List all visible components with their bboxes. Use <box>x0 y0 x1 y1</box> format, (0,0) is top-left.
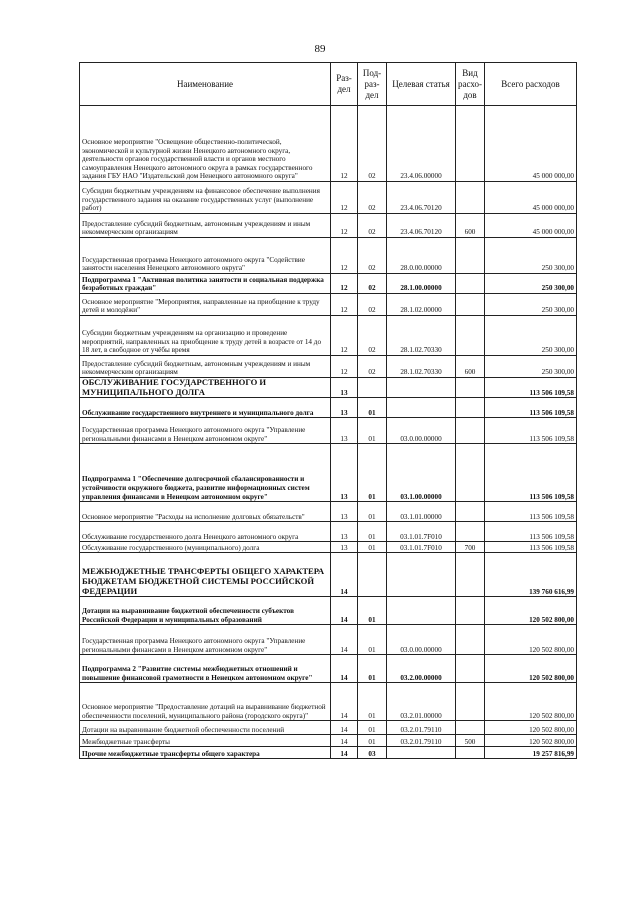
table-row <box>80 294 577 316</box>
cell-vid-rashodov <box>456 625 485 655</box>
cell-podrazdel: 01 <box>358 683 387 721</box>
page-number: 89 <box>314 43 326 55</box>
table-row <box>80 274 577 294</box>
cell-razdel: 12 <box>331 182 358 214</box>
cell-celevaya-statya <box>387 597 456 625</box>
cell-total: 250 300,00 <box>485 238 577 274</box>
cell-name: Дотации на выравнивание бюджетной обеспеченности поселений <box>80 721 331 735</box>
cell-total: 120 502 800,00 <box>485 597 577 625</box>
cell-name: Субсидии бюджетным учреждениям на организацию и проведение мероприятий, направленных на приобщение к труду детей в возрасте от 14 до 18 лет, в свободное от учёбы время <box>80 316 331 356</box>
table-row <box>80 418 577 444</box>
cell-vid-rashodov <box>456 294 485 316</box>
table-row <box>80 444 577 502</box>
cell-celevaya-statya: 28.1.02.00000 <box>387 294 456 316</box>
cell-name: Основное мероприятие "Освещение общественно-политической, экономической и культурной жизни Ненецкого автономного округа, деятельности органов государственной власти и органов местного самоуправления Ненецкого автономного округа в рамках государственного задания ГБУ НАО "Издательский дом Ненецкого автономного округа" <box>80 106 331 182</box>
cell-razdel: 14 <box>331 735 358 747</box>
header-name: Наименование <box>80 63 331 106</box>
cell-vid-rashodov: 600 <box>456 214 485 238</box>
cell-celevaya-statya: 03.2.01.79110 <box>387 721 456 735</box>
cell-celevaya-statya <box>387 553 456 597</box>
cell-podrazdel: 02 <box>358 214 387 238</box>
cell-vid-rashodov <box>456 274 485 294</box>
cell-podrazdel <box>358 378 387 398</box>
cell-podrazdel: 01 <box>358 735 387 747</box>
table-row <box>80 106 577 182</box>
cell-celevaya-statya: 03.2.01.00000 <box>387 683 456 721</box>
table-row <box>80 625 577 655</box>
cell-razdel: 14 <box>331 655 358 683</box>
cell-name: Обслуживание государственного внутреннего и муниципального долга <box>80 398 331 418</box>
cell-vid-rashodov <box>456 721 485 735</box>
table-body <box>80 106 577 759</box>
cell-razdel: 14 <box>331 721 358 735</box>
cell-vid-rashodov <box>456 182 485 214</box>
table-row <box>80 398 577 418</box>
cell-vid-rashodov <box>456 418 485 444</box>
cell-name: Государственная программа Ненецкого автономного округа "Содействие занятости населения Ненецкого автономного округа" <box>80 238 331 274</box>
cell-vid-rashodov <box>456 444 485 502</box>
cell-podrazdel: 01 <box>358 655 387 683</box>
cell-vid-rashodov <box>456 655 485 683</box>
table-row <box>80 356 577 378</box>
cell-celevaya-statya: 28.1.02.70330 <box>387 356 456 378</box>
cell-name: Государственная программа Ненецкого автономного округа "Управление региональными финансами в Ненецком автономном округе" <box>80 625 331 655</box>
cell-celevaya-statya: 03.1.00.00000 <box>387 444 456 502</box>
header-razdel: Раз-дел <box>331 63 358 106</box>
cell-razdel: 13 <box>331 502 358 522</box>
cell-podrazdel: 02 <box>358 238 387 274</box>
cell-total: 250 300,00 <box>485 274 577 294</box>
cell-vid-rashodov <box>456 316 485 356</box>
cell-total: 120 502 800,00 <box>485 655 577 683</box>
cell-total: 250 300,00 <box>485 316 577 356</box>
cell-razdel: 12 <box>331 238 358 274</box>
cell-name: ОБСЛУЖИВАНИЕ ГОСУДАРСТВЕННОГО И МУНИЦИПАЛЬНОГО ДОЛГА <box>80 378 331 398</box>
cell-name: Дотации на выравнивание бюджетной обеспеченности субъектов Российской Федерации и муниципальных образований <box>80 597 331 625</box>
cell-razdel: 12 <box>331 316 358 356</box>
header-celevaya-statya: Целевая статья <box>387 63 456 106</box>
cell-celevaya-statya: 23.4.06.70120 <box>387 182 456 214</box>
cell-celevaya-statya <box>387 747 456 759</box>
cell-total: 113 506 109,58 <box>485 542 577 553</box>
cell-celevaya-statya: 03.1.01.7F010 <box>387 522 456 542</box>
cell-total: 120 502 800,00 <box>485 683 577 721</box>
cell-celevaya-statya: 28.1.02.70330 <box>387 316 456 356</box>
table-row <box>80 683 577 721</box>
table-row <box>80 378 577 398</box>
cell-podrazdel: 02 <box>358 106 387 182</box>
cell-vid-rashodov <box>456 553 485 597</box>
cell-razdel: 14 <box>331 747 358 759</box>
cell-podrazdel: 02 <box>358 356 387 378</box>
cell-podrazdel: 01 <box>358 522 387 542</box>
cell-celevaya-statya: 03.0.00.00000 <box>387 418 456 444</box>
cell-vid-rashodov <box>456 502 485 522</box>
cell-total: 113 506 109,58 <box>485 378 577 398</box>
table-row <box>80 214 577 238</box>
cell-podrazdel: 02 <box>358 316 387 356</box>
cell-name: Предоставление субсидий бюджетным, автономным учреждениям и иным некоммерческим организациям <box>80 214 331 238</box>
cell-podrazdel: 01 <box>358 444 387 502</box>
cell-razdel: 14 <box>331 683 358 721</box>
budget-table <box>79 62 577 759</box>
cell-podrazdel: 01 <box>358 398 387 418</box>
cell-total: 113 506 109,58 <box>485 522 577 542</box>
cell-name: Основное мероприятие "Расходы на исполнение долговых обязательств" <box>80 502 331 522</box>
cell-razdel: 13 <box>331 378 358 398</box>
cell-podrazdel: 01 <box>358 502 387 522</box>
cell-razdel: 13 <box>331 542 358 553</box>
cell-vid-rashodov <box>456 597 485 625</box>
cell-vid-rashodov <box>456 398 485 418</box>
cell-name: Подпрограмма 1 "Активная политика занятости и социальная поддержка безработных граждан" <box>80 274 331 294</box>
cell-podrazdel: 01 <box>358 597 387 625</box>
header-total: Всего расходов <box>485 63 577 106</box>
cell-razdel: 12 <box>331 214 358 238</box>
cell-name: Подпрограмма 2 "Развитие системы межбюджетных отношений и повышение финансовой грамотности в Ненецком автономном округе" <box>80 655 331 683</box>
cell-name: Обслуживание государственного (муниципального) долга <box>80 542 331 553</box>
cell-celevaya-statya: 03.0.00.00000 <box>387 625 456 655</box>
cell-podrazdel: 01 <box>358 625 387 655</box>
cell-name: Государственная программа Ненецкого автономного округа "Управление региональными финансами в Ненецком автономном округе" <box>80 418 331 444</box>
header-podrazdel: Под-раз-дел <box>358 63 387 106</box>
cell-razdel: 14 <box>331 553 358 597</box>
cell-total: 113 506 109,58 <box>485 502 577 522</box>
cell-razdel: 12 <box>331 106 358 182</box>
cell-total: 113 506 109,58 <box>485 398 577 418</box>
table-row <box>80 238 577 274</box>
cell-name: Подпрограмма 1 "Обеспечение долгосрочной сбалансированности и устойчивости окружного бюджета, развитие информационных систем управления финансами в Ненецком автономном округе" <box>80 444 331 502</box>
table-row <box>80 182 577 214</box>
cell-celevaya-statya <box>387 398 456 418</box>
cell-vid-rashodov <box>456 747 485 759</box>
cell-total: 45 000 000,00 <box>485 182 577 214</box>
header-vid-rashodov: Вид расхо-дов <box>456 63 485 106</box>
cell-podrazdel: 01 <box>358 542 387 553</box>
table-row <box>80 553 577 597</box>
cell-celevaya-statya: 28.1.00.00000 <box>387 274 456 294</box>
cell-celevaya-statya: 03.2.00.00000 <box>387 655 456 683</box>
cell-vid-rashodov: 500 <box>456 735 485 747</box>
table-row <box>80 597 577 625</box>
cell-name: Субсидии бюджетным учреждениям на финансовое обеспечение выполнения государственного задания на оказание государственных услуг (выполнение работ) <box>80 182 331 214</box>
table-row <box>80 747 577 759</box>
cell-vid-rashodov <box>456 238 485 274</box>
cell-total: 250 300,00 <box>485 356 577 378</box>
cell-name: Прочие межбюджетные трансферты общего характера <box>80 747 331 759</box>
cell-podrazdel: 03 <box>358 747 387 759</box>
cell-razdel: 13 <box>331 398 358 418</box>
cell-total: 45 000 000,00 <box>485 106 577 182</box>
cell-name: МЕЖБЮДЖЕТНЫЕ ТРАНСФЕРТЫ ОБЩЕГО ХАРАКТЕРА БЮДЖЕТАМ БЮДЖЕТНОЙ СИСТЕМЫ РОССИЙСКОЙ ФЕДЕРАЦИИ <box>80 553 331 597</box>
cell-razdel: 12 <box>331 294 358 316</box>
cell-total: 45 000 000,00 <box>485 214 577 238</box>
cell-total: 113 506 109,58 <box>485 418 577 444</box>
table-row <box>80 316 577 356</box>
cell-vid-rashodov <box>456 683 485 721</box>
cell-razdel: 13 <box>331 418 358 444</box>
cell-razdel: 13 <box>331 522 358 542</box>
table-header-row <box>80 63 577 106</box>
cell-podrazdel <box>358 553 387 597</box>
cell-celevaya-statya: 03.2.01.79110 <box>387 735 456 747</box>
cell-total: 120 502 800,00 <box>485 625 577 655</box>
cell-celevaya-statya: 23.4.06.00000 <box>387 106 456 182</box>
cell-razdel: 12 <box>331 356 358 378</box>
cell-total: 250 300,00 <box>485 294 577 316</box>
cell-celevaya-statya: 28.0.00.00000 <box>387 238 456 274</box>
cell-total: 120 502 800,00 <box>485 721 577 735</box>
cell-name: Основное мероприятие "Мероприятия, направленные на приобщение к труду детей и молодёжи" <box>80 294 331 316</box>
cell-celevaya-statya: 03.1.01.7F010 <box>387 542 456 553</box>
table-row <box>80 542 577 553</box>
cell-razdel: 13 <box>331 444 358 502</box>
cell-name: Предоставление субсидий бюджетным, автономным учреждениям и иным некоммерческим организациям <box>80 356 331 378</box>
cell-name: Обслуживание государственного долга Ненецкого автономного округа <box>80 522 331 542</box>
cell-celevaya-statya: 23.4.06.70120 <box>387 214 456 238</box>
cell-vid-rashodov: 700 <box>456 542 485 553</box>
cell-podrazdel: 02 <box>358 182 387 214</box>
cell-total: 120 502 800,00 <box>485 735 577 747</box>
cell-vid-rashodov <box>456 106 485 182</box>
cell-celevaya-statya: 03.1.01.00000 <box>387 502 456 522</box>
table-row <box>80 502 577 522</box>
table-row <box>80 522 577 542</box>
cell-razdel: 14 <box>331 625 358 655</box>
cell-podrazdel: 02 <box>358 294 387 316</box>
cell-podrazdel: 01 <box>358 721 387 735</box>
table-row <box>80 721 577 735</box>
cell-total: 113 506 109,58 <box>485 444 577 502</box>
cell-vid-rashodov: 600 <box>456 356 485 378</box>
cell-razdel: 14 <box>331 597 358 625</box>
cell-name: Основное мероприятие "Предоставление дотаций на выравнивание бюджетной обеспеченности поселений, муниципального района (городского округа)" <box>80 683 331 721</box>
cell-razdel: 12 <box>331 274 358 294</box>
table-row <box>80 735 577 747</box>
cell-podrazdel: 01 <box>358 418 387 444</box>
cell-total: 139 760 616,99 <box>485 553 577 597</box>
cell-total: 19 257 816,99 <box>485 747 577 759</box>
cell-podrazdel: 02 <box>358 274 387 294</box>
table-row <box>80 655 577 683</box>
cell-vid-rashodov <box>456 522 485 542</box>
cell-vid-rashodov <box>456 378 485 398</box>
cell-celevaya-statya <box>387 378 456 398</box>
cell-name: Межбюджетные трансферты <box>80 735 331 747</box>
